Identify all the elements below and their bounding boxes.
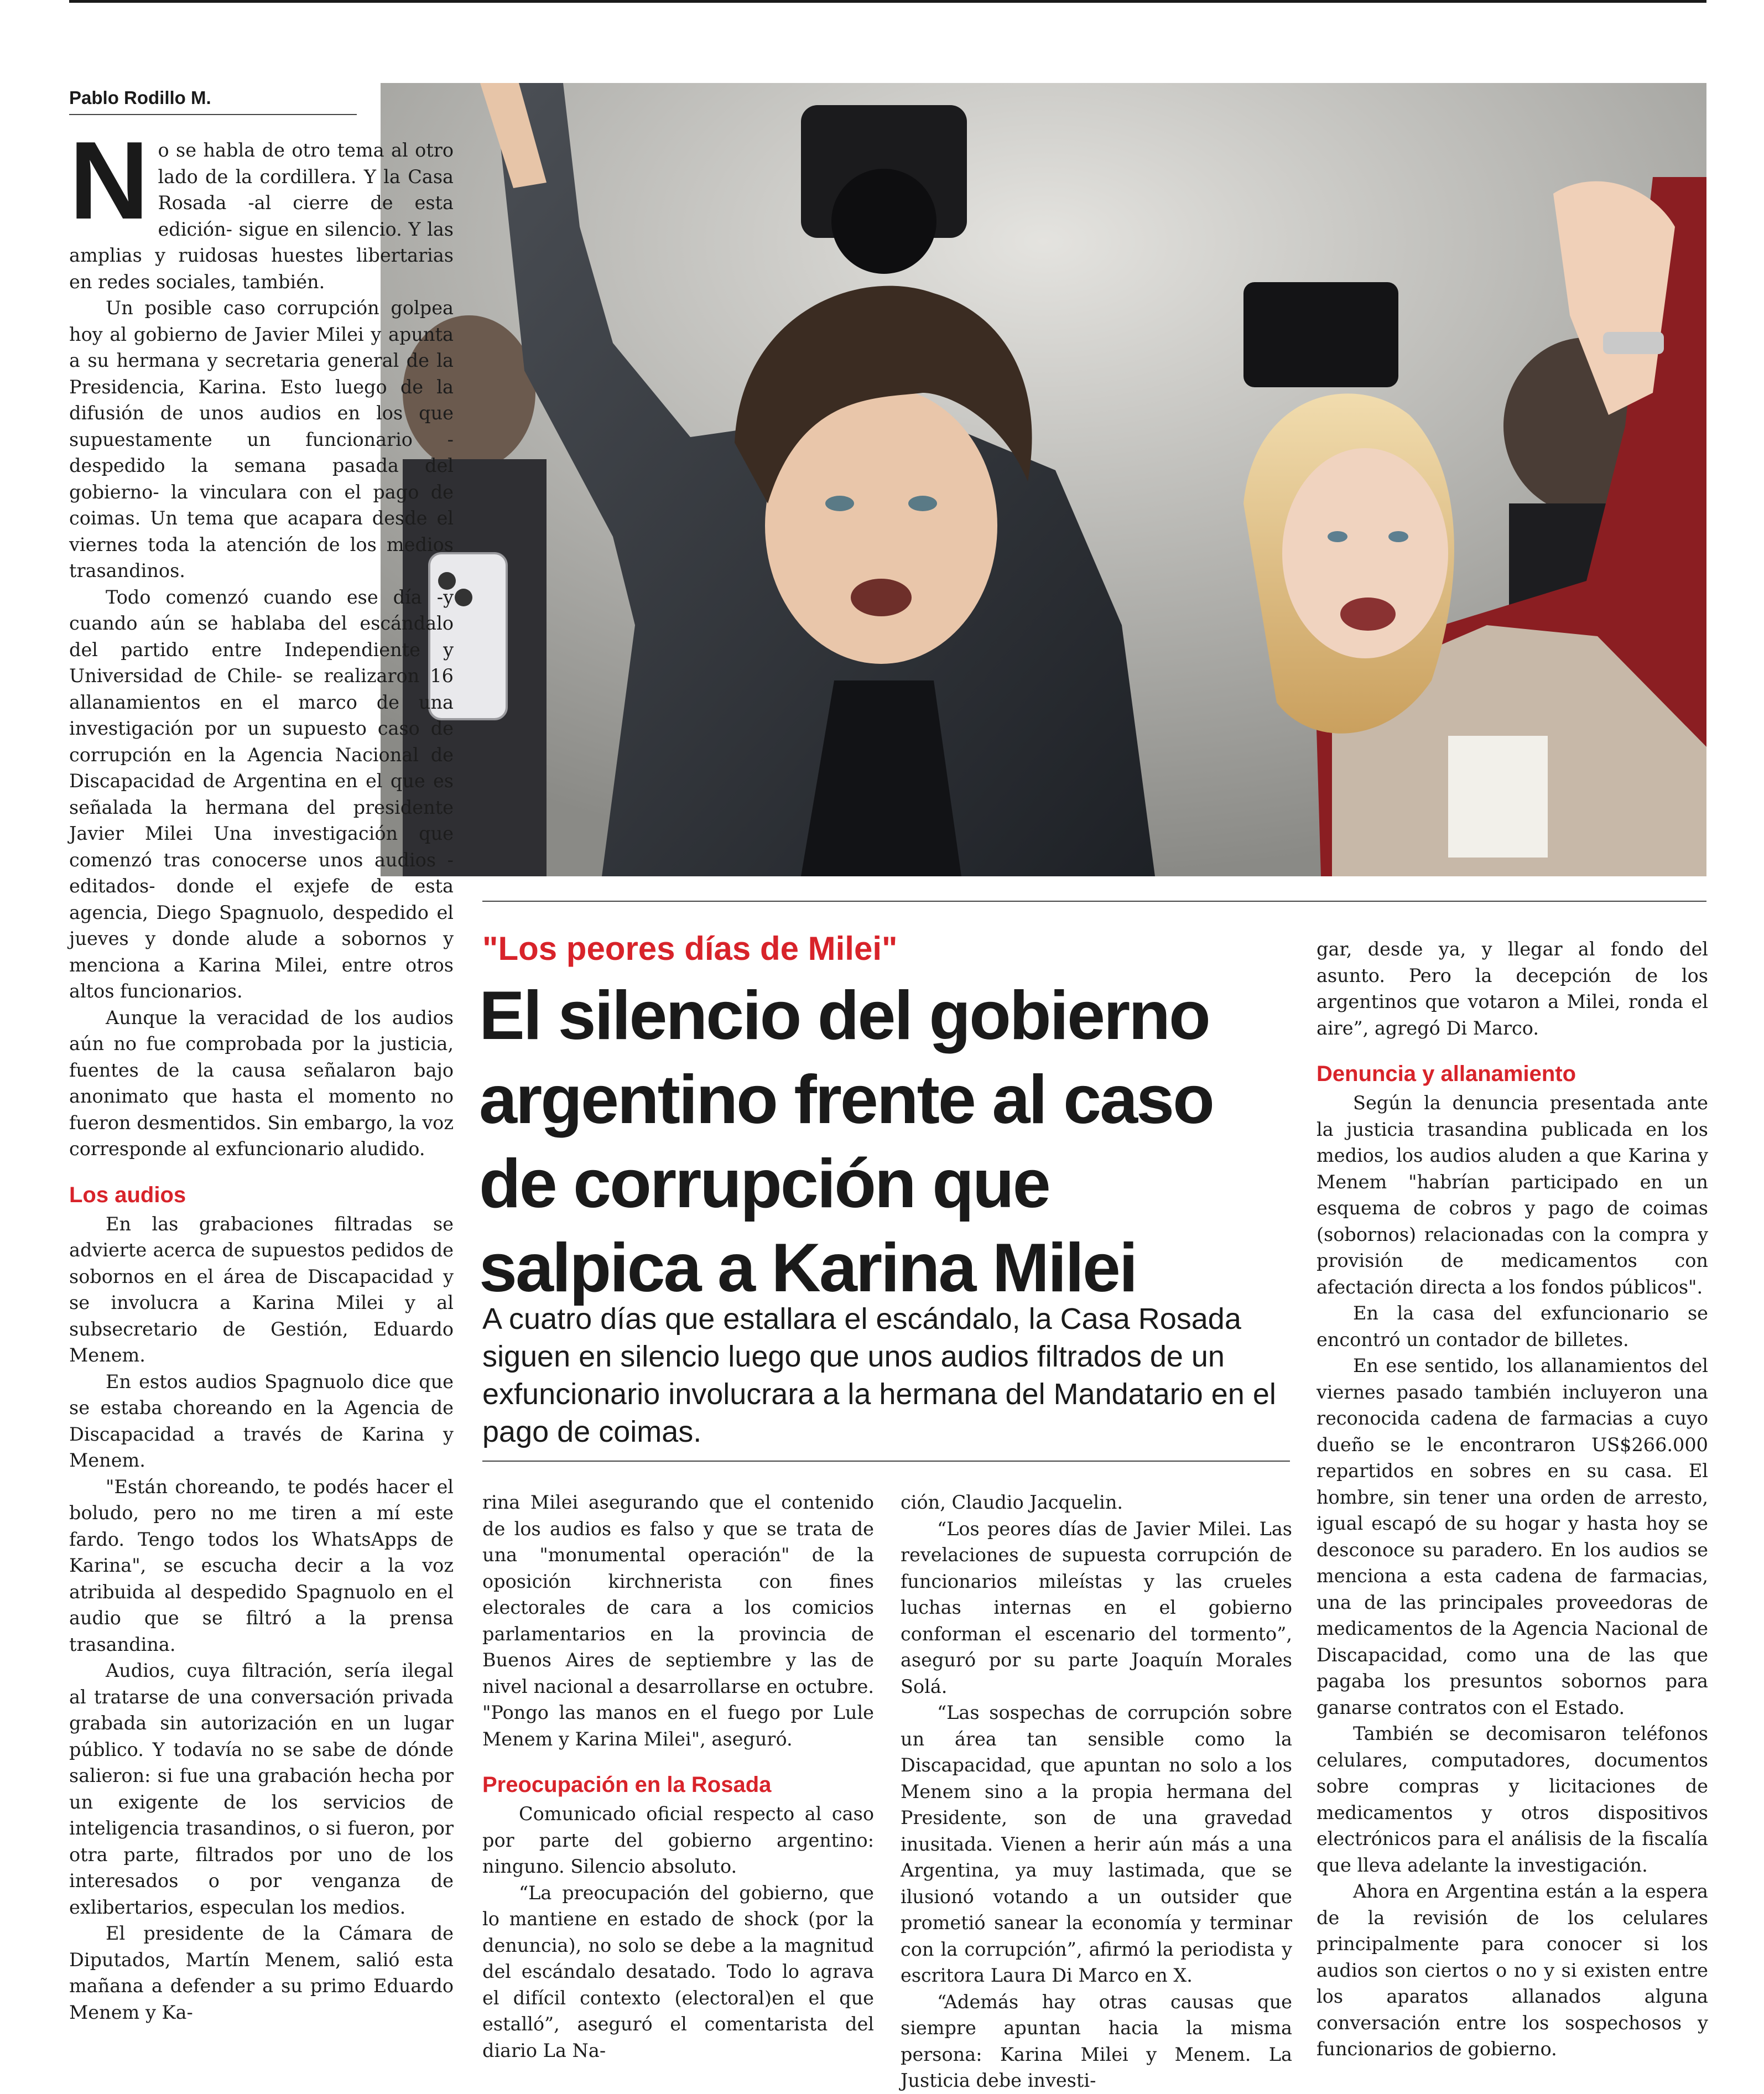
article-paragraph: “Los peores días de Javier Milei. Las revelaciones de supuesta corrupción de funcionarios mileístas y las crueles luchas internas en el gobierno conforman el escenario del tormento”, aseguró por su parte Joaquín Morales Solá. [901,1518,1292,1697]
article-paragraph: Un posible caso corrupción golpea hoy al gobierno de Javier Milei y apunta a su hermana y secretaria general de la Presidencia, Karina. Esto luego de la difusión de unos audios en los que supuestamente un funcionario -despedido la semana pasada del gobierno- la vinculara con el pago de coimas. Un tema que acapara desde el viernes toda la atención de los medios trasandinos. [69,297,454,581]
headline-deck: A cuatro días que estallara el escándalo, la Casa Rosada siguen en silencio luego que unos audios filtrados de un exfuncionario involucrara a la hermana del Mandatario en el pago de coimas. [482,1302,1276,1448]
article-paragraph: Aunque la veracidad de los audios aún no fue comprobada por la justicia, fuentes de la causa señalaron bajo anonimato que hasta el momento no fueron desmentidos. Sin embargo, la voz corresponde al exfuncionario aludido. [69,1006,454,1160]
headline [479,974,1298,1310]
photo-divider [482,901,1706,902]
article-paragraph: “Además hay otras causas que siempre apuntan hacia la misma persona: Karina Milei y Menem. La Justicia debe investi- [901,1991,1292,2091]
article-paragraph: En ese sentido, los allanamientos del viernes pasado también incluyeron una reconocida cadena de farmacias a cuyo dueño se le encontraron US$266.000 repartidos en sobres en su casa. El hombre, sin tener una orden de arresto, igual escapó de su hogar y hasta hoy se desconoce su paradero. En los audios se menciona a esta cadena de farmacias, una de las principales proveedoras de medicamentos de la Agencia Nacional de Discapacidad, como una de las que pagaba los presuntos sobornos para ganarse contratos con el Estado. [1317,1355,1708,1718]
section-heading: Preocupación en la Rosada [482,1773,772,1797]
article-paragraph: No se habla de otro tema al otro lado de la cordillera. Y la Casa Rosada -al cierre de esta edición- sigue en silencio. Y las amplias y ruidosas huestes libertarias en redes sociales, también. [69,119,454,293]
article-paragraph: ción, Claudio Jacquelin. [901,1492,1123,1513]
article-paragraph: "Están choreando, te podés hacer el boludo, pero no me tiren a mí este fardo. Tengo todos los WhatsApps de Karina", se escucha decir a la voz atribuida al despedido Spagnuolo en el audio que se filtró a la prensa trasandina. [69,1475,454,1655]
deck-divider [482,1461,1290,1462]
article-paragraph: Ahora en Argentina están a la espera de la revisión de los celulares principalmente para conocer si los audios son ciertos o no y si existen entre los aparatos allanados alguna conversación entre los sospechosos y funcionarios de gobierno. [1317,1880,1708,2060]
article-paragraph: Audios, cuya filtración, sería ilegal al tratarse de una conversación privada grabada sin autorización en un lugar público. Y todavía no se sabe de dónde salieron: si fue una grabación hecha por un exigente de los servicios de inteligencia trasandinos, o si fueron, por otra parte, filtrados por uno de los interesados o por venganza de exlibertarios, especulan los medios. [69,1660,454,1918]
headline-line: El silencio del gobierno [479,978,1209,1054]
photo-milei-karina-waving-illustration [381,83,1706,876]
headline-line: salpica a Karina Milei [479,1230,1137,1306]
article-column-4 [1317,936,1708,2062]
top-rule [69,0,1706,3]
article-paragraph: “La preocupación del gobierno, que lo mantiene en estado de shock (por la denuncia), no solo se debe a la magnitud del escándalo desatado. Todo lo agrava el difícil contexto (electoral)en el que estalló”, aseguró el comentarista del diario La Na- [482,1882,874,2061]
article-paragraph: “Las sospechas de corrupción sobre un área tan sensible como la Discapacidad, que apuntan no solo a los Menem sino a la propia hermana del Presidente, son de una gravedad inusitada. Vienen a herir aún más a una Argentina, ya muy lastimada, que se ilusionó votando a un outsider que prometió sanear la economía y terminar con la corrupción”, afirmó la periodista y escritora Laura Di Marco en X. [901,1702,1292,1986]
section-heading: Denuncia y allanamiento [1317,1062,1576,1086]
article-paragraph: rina Milei asegurando que el contenido de los audios es falso y que se trata de una "monumental operación" de la oposición kirchnerista con fines electorales de cara a los comicios parlamentarios en la provincia de Buenos Aires de septiembre y las de nivel nacional a desarrollarse en octubre. "Pongo las manos en el fuego por Lule Menem y Karina Milei", aseguró. [482,1492,874,1750]
article-photo [381,83,1706,876]
article-paragraph: En estos audios Spagnuolo dice que se estaba choreando en la Agencia de Discapacidad a través de Karina y Menem. [69,1370,454,1471]
article-paragraph: El presidente de la Cámara de Diputados, Martín Menem, salió esta mañana a defender a su primo Eduardo Menem y Ka- [69,1922,454,2023]
headline-kicker: "Los peores días de Milei" [482,930,898,967]
article-column-2 [482,1489,874,2064]
byline: Pablo Rodillo M. [69,87,357,115]
article-paragraph: También se decomisaron teléfonos celulares, computadores, documentos sobre compras y licitaciones de medicamentos y otros dispositivos electrónicos para el análisis de la fiscalía que lleva adelante la investigación. [1317,1723,1708,1876]
headline-line: de corrupción que [479,1146,1049,1222]
article-column-3 [901,1489,1292,2094]
article-paragraph: gar, desde ya, y llegar al fondo del asunto. Pero la decepción de los argentinos que votaron a Milei, ronda el aire”, agregó Di Marco. [1317,938,1708,1039]
article-paragraph: En la casa del exfuncionario se encontró un contador de billetes. [1317,1302,1708,1350]
drop-cap: N [69,119,149,242]
section-heading: Los audios [69,1182,186,1207]
article-paragraph: Según la denuncia presentada ante la justicia trasandina publicada en los medios, los audios aluden a que Karina y Menem "habrían participado en un esquema de cobros y pago de coimas (sobornos) relacionadas con la compra y provisión de medicamentos con afectación directa a los fondos públicos". [1317,1092,1708,1298]
article-column-1 [69,119,454,2025]
headline-line: argentino frente al caso [479,1062,1213,1138]
article-paragraph: Todo comenzó cuando ese día -y cuando aún se hablaba del escándalo del partido entre Independiente y Universidad de Chile- se realizaron 16 allanamientos en el marco de una investigación por un supuesto caso de corrupción en la Agencia Nacional de Discapacidad de Argentina en el que es señalada la hermana del presidente Javier Milei Una investigación que comenzó tras conocerse unos audios -editados- donde el exjefe de esta agencia, Diego Spagnuolo, despedido el jueves y donde alude a sobornos y menciona a Karina Milei, entre otros altos funcionarios. [69,586,454,1002]
article-paragraph: En las grabaciones filtradas se advierte acerca de supuestos pedidos de sobornos en el área de Discapacidad y se involucra a Karina Milei y al subsecretario de Gestión, Eduardo Menem. [69,1213,454,1366]
article-paragraph: Comunicado oficial respecto al caso por parte del gobierno argentino: ninguno. Silencio absoluto. [482,1803,874,1877]
